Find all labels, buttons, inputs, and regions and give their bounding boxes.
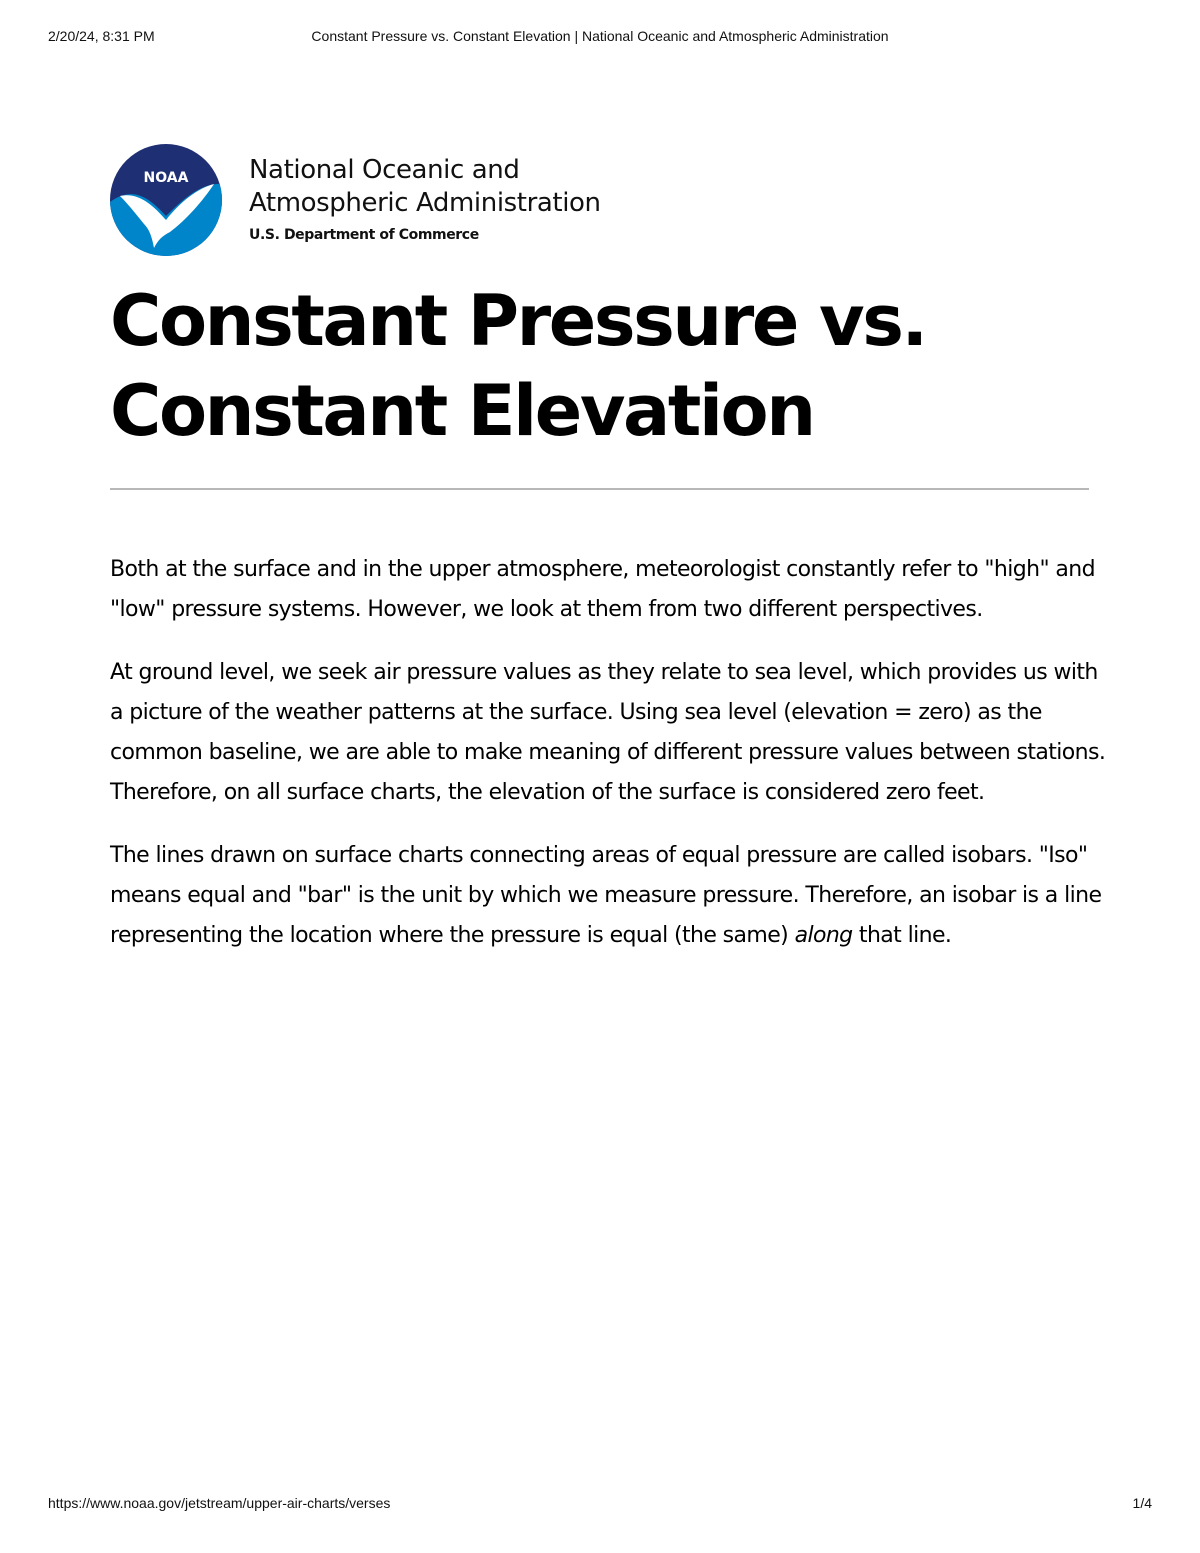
- page-number: 1/4: [1132, 1495, 1152, 1511]
- noaa-brand-header[interactable]: [110, 144, 810, 256]
- article-paragraph-1: Both at the surface and in the upper atmosphere, meteorologist constantly refer to "high" and "low" pressure systems. However, we look at them from two different perspectives.: [110, 557, 1095, 622]
- title-divider: [110, 488, 1089, 490]
- noaa-logo-text: NOAA: [143, 170, 189, 186]
- article-paragraph-2: At ground level, we seek air pressure values as they relate to sea level, which provides us with a picture of the weather patterns at the surface. Using sea level (elevation = zero) as the common baseline, we are able to make meaning of different pressure values between stations. Therefore, on all surface charts, the elevation of the surface is considered zero feet.: [110, 660, 1106, 805]
- print-header: [48, 28, 1152, 48]
- agency-name-line-1: National Oceanic and: [249, 155, 520, 185]
- agency-name-line-2: Atmospheric Administration: [249, 188, 601, 218]
- page-title-line-2: Constant Elevation: [110, 370, 814, 452]
- print-footer: [48, 1495, 1152, 1515]
- noaa-logo-icon: [110, 144, 222, 256]
- page-url: https://www.noaa.gov/jetstream/upper-air-charts/verses: [48, 1495, 391, 1511]
- paragraph-3-emphasis: along: [794, 923, 853, 948]
- paragraph-3-text-start: The lines drawn on surface charts connecting areas of equal pressure are called isobars. "Iso" means equal and "bar" is the unit by which we measure pressure. Therefore, an isobar is a line representing the location where the pressure is equal (the same): [110, 843, 1102, 948]
- print-date: 2/20/24, 8:31 PM: [48, 28, 155, 44]
- article-paragraph-3: [110, 836, 1110, 956]
- article-body: [110, 550, 1110, 979]
- agency-name: [249, 154, 601, 220]
- department-name: U.S. Department of Commerce: [249, 227, 479, 243]
- paragraph-3-text-end: that line.: [852, 923, 952, 948]
- page-title-line-1: Constant Pressure vs.: [110, 280, 926, 362]
- print-document-title: Constant Pressure vs. Constant Elevation | National Oceanic and Atmospheric Administration: [311, 28, 889, 44]
- page-title: [110, 276, 1110, 456]
